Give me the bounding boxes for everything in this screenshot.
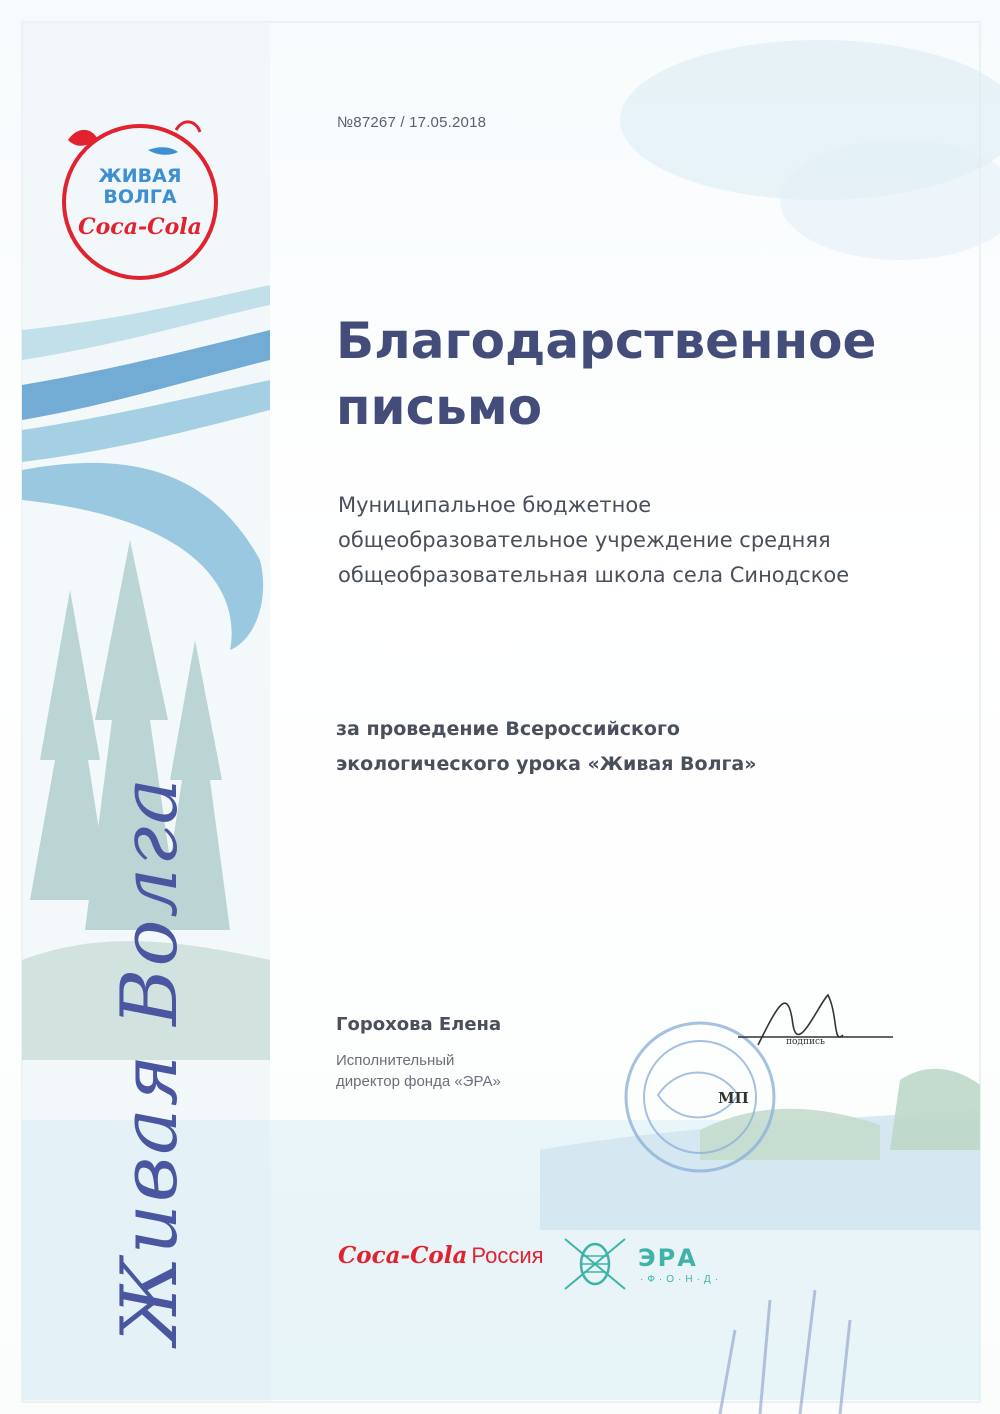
stamp-and-signature [618,985,908,1190]
zhivaya-volga-logo [58,110,228,290]
stamp-mp-label: МП [718,1089,749,1107]
signer-title: Исполнительный директор фонда «ЭРА» [336,1052,501,1090]
vertical-script-title: Живая Волга [105,775,195,1345]
stamp-seal-icon [618,985,908,1190]
signature-label: подпись [786,1037,825,1047]
logo-sponsor: Coca-Cola [78,214,202,240]
country-label: Россия [471,1243,544,1268]
era-name: ЭРА [638,1244,698,1272]
reason-text: за проведение Всероссийского экологического урока «Живая Волга» [336,718,757,775]
coca-cola-wordmark: Coca-Cola [338,1242,468,1269]
era-subtitle: ·Ф·О·Н·Д· [640,1274,723,1285]
signer-name: Горохова Елена [336,1014,502,1035]
logo-title: ЖИВАЯ ВОЛГА [98,165,182,208]
coca-cola-russia-logo [338,1242,544,1269]
recipient-text: Муниципальное бюджетное общеобразовательное учреждение средняя общеобразовательная школа села Синодское [338,493,850,587]
document-title: Благодарственное письмо [336,312,877,436]
era-fund-logo [560,1234,723,1294]
pinecone-icon [560,1234,630,1294]
document-number: №87267 / 17.05.2018 [337,114,487,131]
